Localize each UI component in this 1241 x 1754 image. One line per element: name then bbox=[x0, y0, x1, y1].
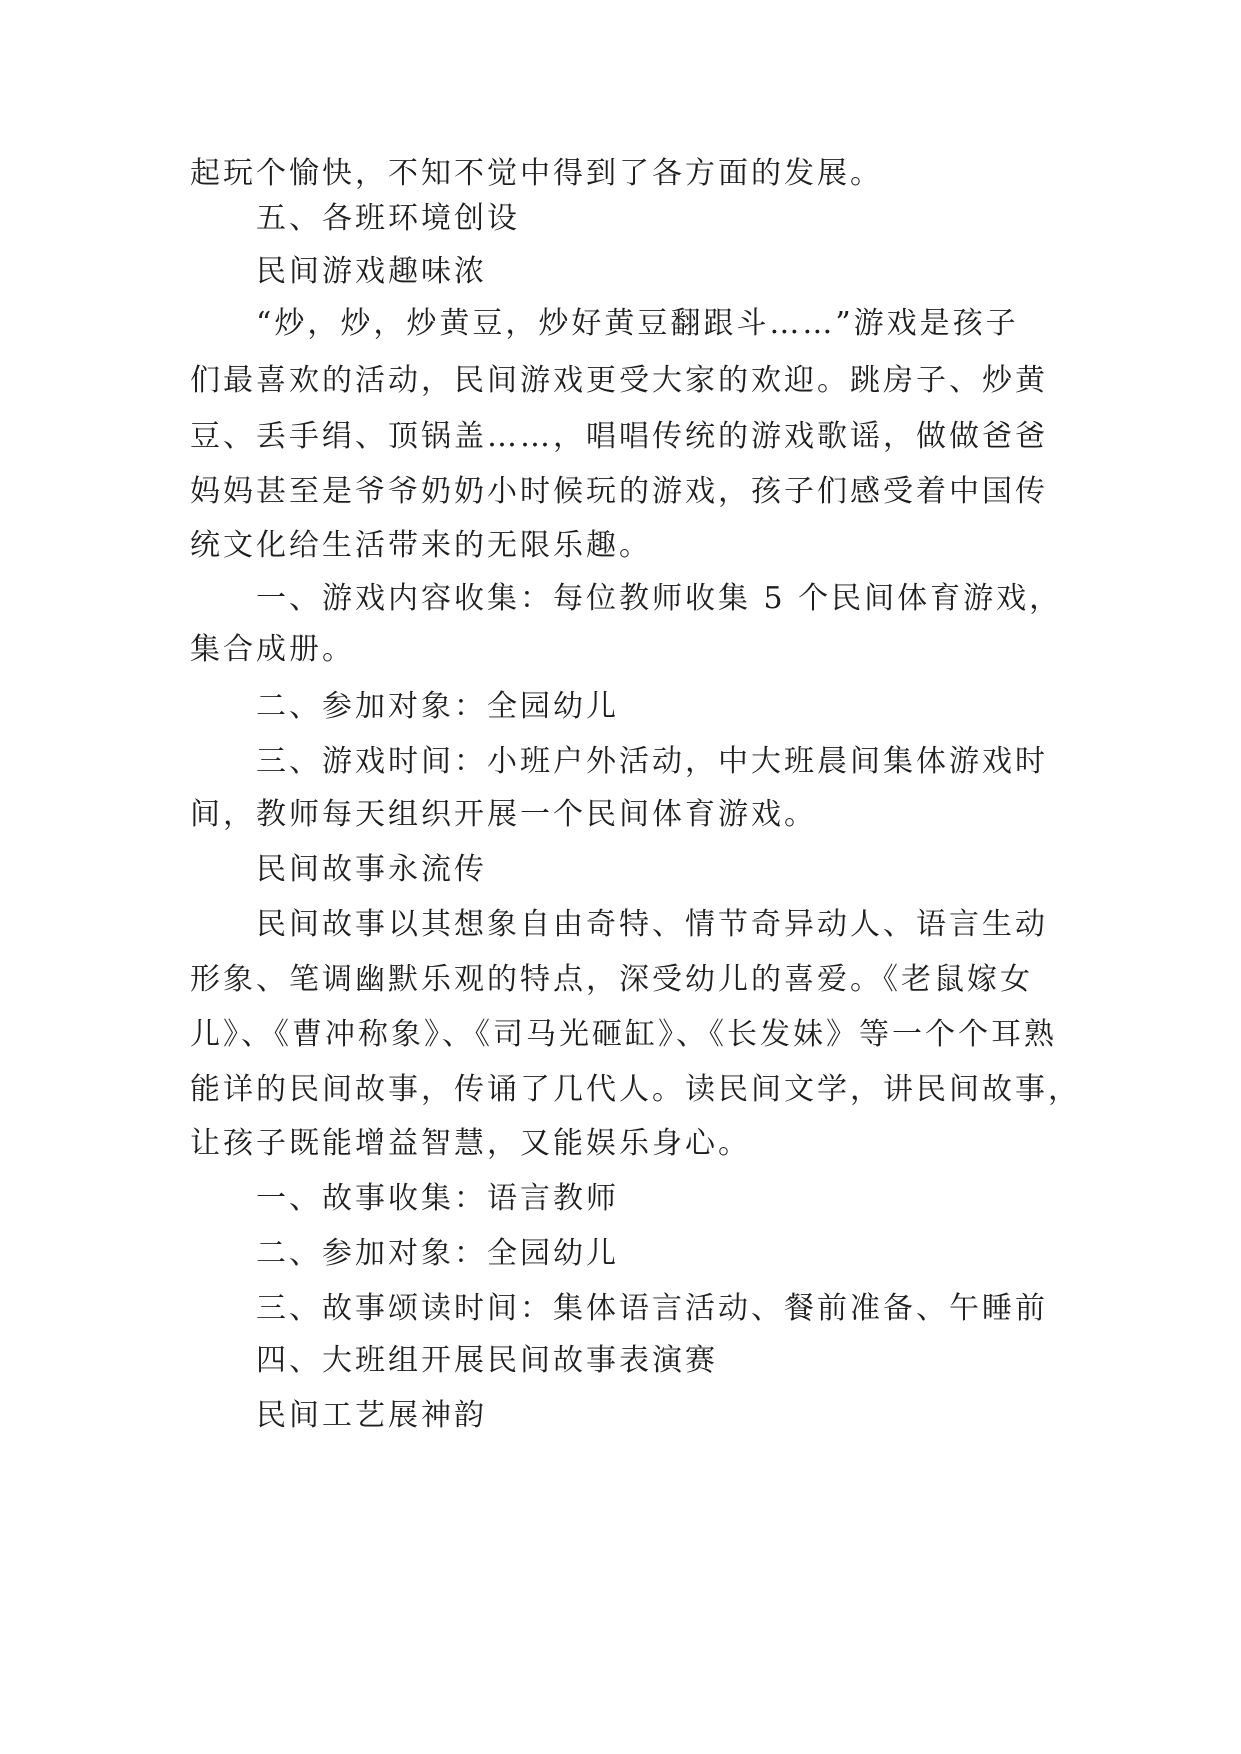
paragraph-line: 们最喜欢的活动，民间游戏更受大家的欢迎。跳房子、炒黄 bbox=[190, 363, 1048, 398]
paragraph-line: 统文化给生活带来的无限乐趣。 bbox=[190, 528, 652, 563]
paragraph-line: 妈妈甚至是爷爷奶奶小时候玩的游戏，孩子们感受着中国传 bbox=[190, 474, 1048, 509]
paragraph-line: 民间故事以其想象自由奇特、情节奇异动人、语言生动 bbox=[256, 907, 1048, 942]
paragraph-line: 让孩子既能增益智慧，又能娱乐身心。 bbox=[190, 1126, 751, 1161]
subsection-heading: 民间工艺展神韵 bbox=[256, 1398, 487, 1433]
list-item: 一、游戏内容收集：每位教师收集 5 个民间体育游戏， bbox=[256, 581, 1063, 616]
paragraph-line: 能详的民间故事，传诵了几代人。读民间文学，讲民间故事， bbox=[190, 1072, 1081, 1107]
paragraph-line: 间，教师每天组织开展一个民间体育游戏。 bbox=[190, 797, 817, 832]
list-item: 三、游戏时间：小班户外活动，中大班晨间集体游戏时 bbox=[256, 744, 1048, 779]
paragraph-line: 形象、笔调幽默乐观的特点，深受幼儿的喜爱。《老鼠嫁女 bbox=[190, 962, 1033, 997]
paragraph-line: 起玩个愉快，不知不觉中得到了各方面的发展。 bbox=[190, 156, 883, 191]
list-item: 二、参加对象：全园幼儿 bbox=[256, 1236, 619, 1271]
paragraph-line: 豆、丢手绢、顶锅盖……，唱唱传统的游戏歌谣，做做爸爸 bbox=[190, 419, 1048, 454]
subsection-heading: 民间故事永流传 bbox=[256, 852, 487, 887]
subsection-heading: 民间游戏趣味浓 bbox=[256, 254, 487, 289]
paragraph-line: “炒，炒，炒黄豆，炒好黄豆翻跟斗……”游戏是孩子 bbox=[256, 306, 1019, 341]
paragraph-line: 儿》、《曹冲称象》、《司马光砸缸》、《长发妹》等一个个耳熟 bbox=[190, 1017, 1057, 1052]
list-item: 一、故事收集：语言教师 bbox=[256, 1181, 619, 1216]
list-item: 三、故事颂读时间：集体语言活动、餐前准备、午睡前 bbox=[256, 1291, 1048, 1326]
list-item: 二、参加对象：全园幼儿 bbox=[256, 689, 619, 724]
section-heading: 五、各班环境创设 bbox=[256, 201, 520, 236]
paragraph-line: 集合成册。 bbox=[190, 632, 355, 667]
list-item: 四、大班组开展民间故事表演赛 bbox=[256, 1343, 718, 1378]
